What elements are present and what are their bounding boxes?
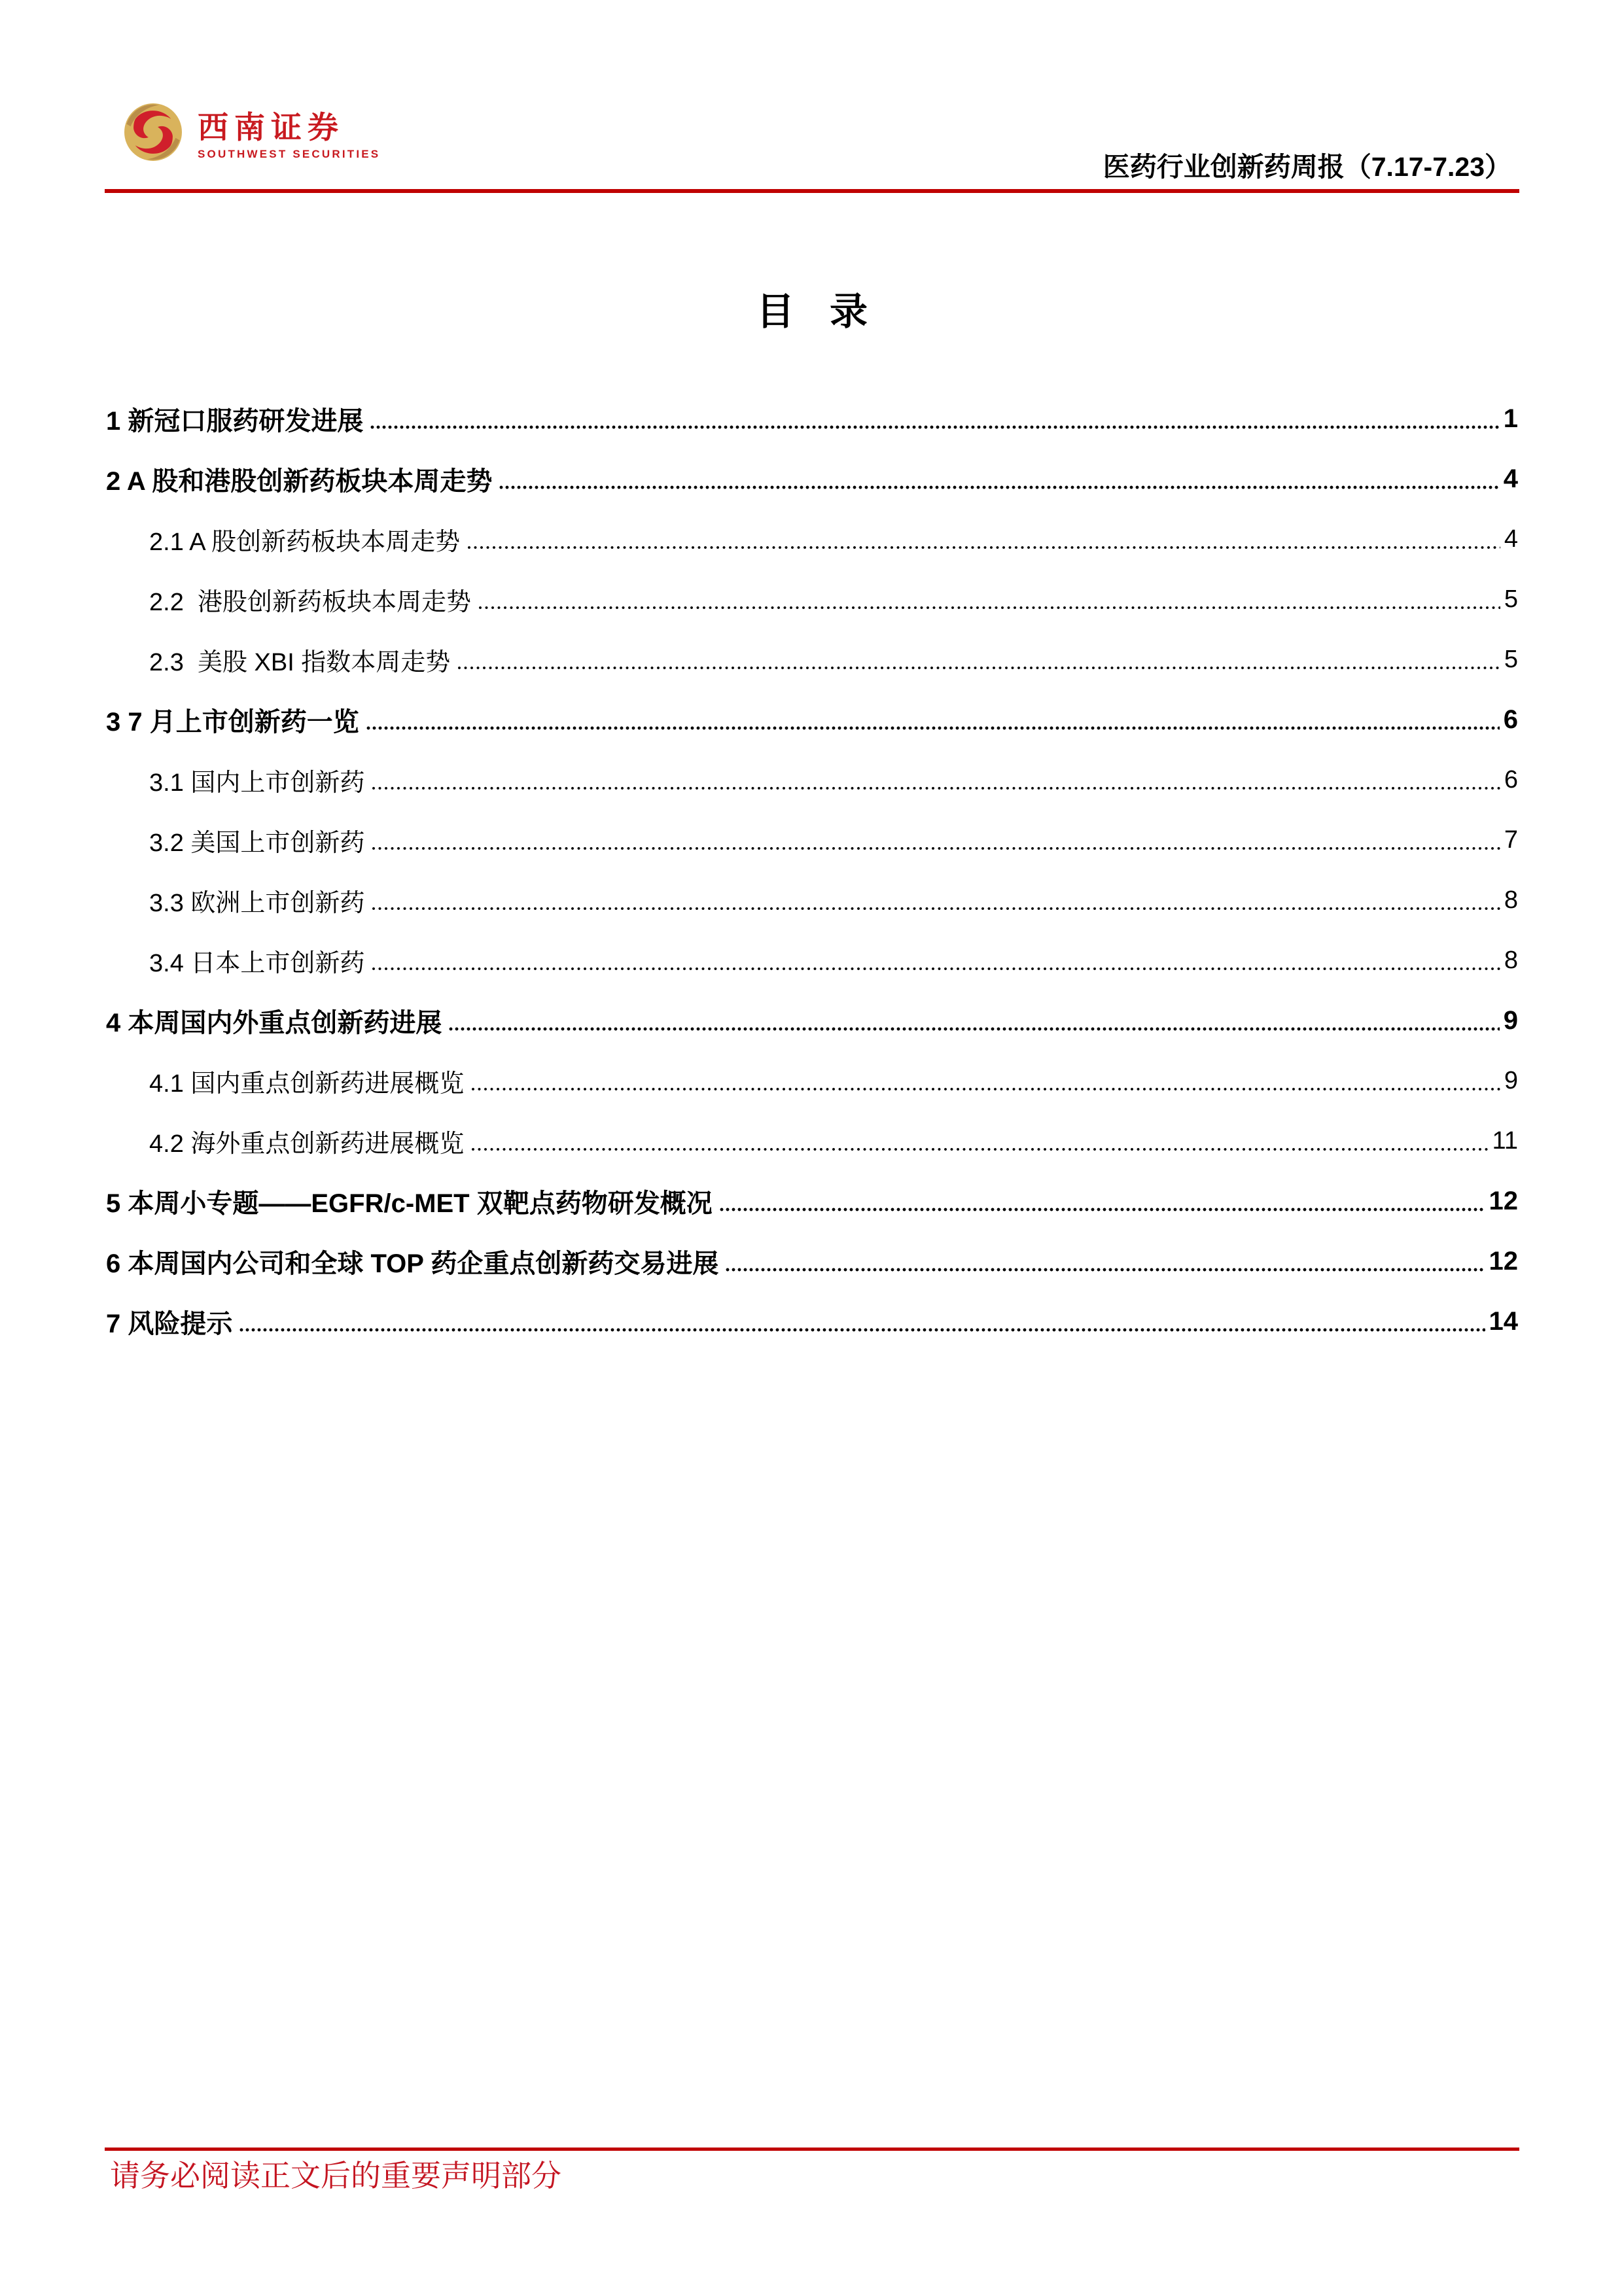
toc-entry-page: 4 [1504,525,1518,553]
toc-dot-leader [448,1025,1499,1033]
toc-entry-label: 4 本周国内外重点创新药进展 [106,1008,442,1037]
toc-entry-label: 5 本周小专题——EGFR/c-MET 双靶点药物研发概况 [106,1189,713,1218]
toc-entry[interactable] [106,1171,1518,1231]
toc-entry[interactable] [106,1051,1518,1111]
toc-entry-label: 3.3 欧洲上市创新药 [149,889,365,917]
toc-entry-label: 6 本周国内公司和全球 TOP 药企重点创新药交易进展 [106,1249,719,1278]
toc-entry-page: 8 [1504,946,1518,974]
toc-dot-leader [470,1085,1500,1093]
toc-dot-leader [719,1206,1485,1213]
toc-dot-leader [725,1266,1485,1274]
brand-name-english: SOUTHWEST SECURITIES [198,148,381,160]
toc-entry[interactable] [106,389,1518,449]
toc-entry-page: 4 [1503,464,1518,493]
toc-entry-label: 7 风险提示 [106,1309,233,1338]
toc-entry-label: 2 A 股和港股创新药板块本周走势 [106,466,493,496]
toc-dot-leader [470,1145,1488,1153]
company-logo [124,102,380,162]
toc-entry-label: 4.1 国内重点创新药进展概览 [149,1070,465,1098]
toc-dot-leader [239,1326,1485,1334]
toc-entry[interactable] [106,1111,1518,1171]
toc-entry-page: 6 [1504,765,1518,793]
toc-entry-page: 8 [1504,886,1518,914]
toc-entry[interactable] [106,689,1518,750]
toc-entry-label: 1 新冠口服药研发进展 [106,406,364,436]
toc-entry-page: 9 [1504,1066,1518,1094]
toc-entry-page: 5 [1504,585,1518,613]
toc-dot-leader [371,905,1500,913]
toc-entry-label: 2.3 美股 XBI 指数本周走势 [149,648,451,676]
toc-dot-leader [370,423,1499,431]
toc-dot-leader [371,965,1500,973]
header-divider [105,189,1519,193]
toc-entry[interactable] [106,990,1518,1051]
toc-entry-page: 5 [1504,645,1518,673]
toc-entry-label: 3.1 国内上市创新药 [149,769,365,797]
toc-entry-label: 2.2 港股创新药板块本周走势 [149,588,471,616]
toc-dot-leader [366,724,1500,732]
toc-dot-leader [371,844,1500,852]
toc-dot-leader [499,483,1499,491]
footer-disclaimer: 请务必阅读正文后的重要声明部分 [110,2158,561,2193]
toc-entry[interactable] [106,750,1518,810]
toc-entry-page: 7 [1504,826,1518,854]
toc-dot-leader [371,784,1500,792]
brand-name-chinese: 西南证券 [198,110,344,146]
toc-entry-label: 3 7 月上市创新药一览 [106,707,359,737]
toc-dot-leader [457,664,1500,672]
report-title: 医药行业创新药周报（7.17-7.23） [1103,152,1511,182]
toc-entry-page: 9 [1503,1005,1518,1035]
toc-entry-page: 11 [1492,1126,1518,1155]
toc-entry-label: 3.4 日本上市创新药 [149,949,365,977]
toc-entry[interactable] [106,870,1518,930]
toc-entry[interactable] [106,569,1518,629]
toc-entry-page: 12 [1489,1186,1518,1215]
toc-entry-page: 1 [1503,404,1518,433]
toc-entry-label: 2.1 A 股创新药板块本周走势 [149,528,461,556]
toc-entry[interactable] [106,509,1518,569]
toc-entry[interactable] [106,1231,1518,1291]
toc-dot-leader [467,544,1500,551]
southwest-securities-logo-icon [124,102,182,162]
toc-entry-label: 3.2 美国上市创新药 [149,829,365,857]
toc-dot-leader [478,604,1500,612]
toc-heading: 目 录 [756,290,868,333]
toc-entry[interactable] [106,629,1518,689]
toc-entry[interactable] [106,1291,1518,1351]
toc-list [106,389,1518,1351]
toc-entry-label: 4.2 海外重点创新药进展概览 [149,1130,465,1158]
toc-entry-page: 14 [1489,1306,1518,1336]
footer-divider [105,2148,1519,2151]
toc-entry[interactable] [106,930,1518,990]
toc-entry-page: 6 [1503,704,1518,734]
toc-entry-page: 12 [1489,1246,1518,1276]
toc-entry[interactable] [106,810,1518,870]
toc-entry[interactable] [106,449,1518,509]
